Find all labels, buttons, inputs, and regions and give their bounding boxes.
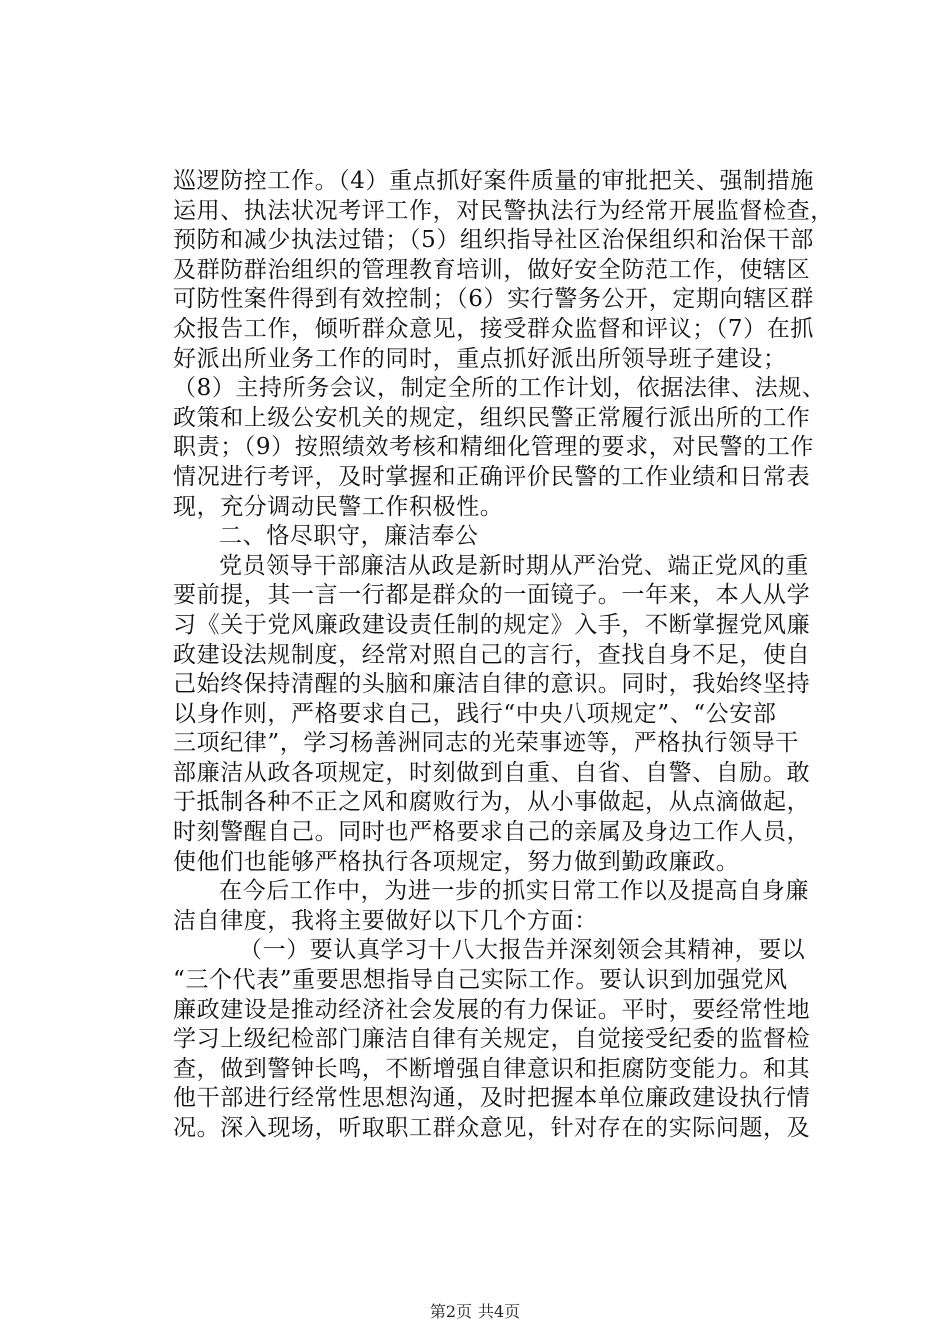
page-total: 共4页	[478, 1302, 521, 1321]
text-line: 习《关于党风廉政建设责任制的规定》入手，不断掌握党风廉	[173, 611, 811, 638]
text-line: 使他们也能够严格执行各项规定，努力做到勤政廉政。	[173, 848, 740, 875]
text-line: 廉政建设是推动经济社会发展的有力保证。平时，要经常性地	[173, 996, 811, 1023]
text-line: 预防和减少执法过错；（5）组织指导社区治保组织和治保干部	[173, 227, 814, 254]
text-line: 巡逻防控工作。（4）重点抓好案件质量的审批把关、强制措施	[173, 168, 814, 194]
paragraph-first-line: （一）要认真学习十八大报告并深刻领会其精神，要以	[239, 937, 806, 964]
document-body	[173, 167, 835, 1144]
text-line: 要前提，其一言一行都是群众的一面镜子。一年来，本人从学	[173, 582, 811, 609]
section-heading: 二、恪尽职守，廉洁奉公	[219, 523, 479, 550]
text-line: 时刻警醒自己。同时也严格要求自己的亲属及身边工作人员，	[173, 819, 811, 846]
text-line: “三个代表”重要思想指导自己实际工作。要认识到加强党风	[173, 967, 788, 994]
text-line: 运用、执法状况考评工作，对民警执法行为经常开展监督检查，	[173, 197, 834, 224]
paragraph-first-line: 党员领导干部廉洁从政是新时期从严治党、端正党风的重	[219, 552, 809, 579]
page-number: 第2页	[429, 1302, 472, 1321]
text-line: 况。深入现场，听取职工群众意见，针对存在的实际问题，及	[173, 1115, 811, 1141]
text-line: 众报告工作，倾听群众意见，接受群众监督和评议；（7）在抓	[173, 315, 814, 342]
text-line: 可防性案件得到有效控制；（6）实行警务公开，定期向辖区群	[173, 286, 814, 313]
text-line: 己始终保持清醒的头脑和廉洁自律的意识。同时，我始终坚持	[173, 671, 811, 698]
text-line: 情况进行考评，及时掌握和正确评价民警的工作业绩和日常表	[173, 463, 811, 490]
page-footer	[0, 1302, 950, 1322]
text-line: 洁自律度，我将主要做好以下几个方面：	[173, 907, 598, 934]
text-line: 及群防群治组织的管理教育培训，做好安全防范工作，使辖区	[173, 256, 811, 283]
text-line: 三项纪律”，学习杨善洲同志的光荣事迹等，严格执行领导干	[173, 730, 799, 757]
text-line: 职责；（9）按照绩效考核和精细化管理的要求，对民警的工作	[173, 434, 814, 461]
paragraph-first-line: 在今后工作中，为进一步的抓实日常工作以及提高自身廉	[219, 878, 809, 905]
text-line: 好派出所业务工作的同时，重点抓好派出所领导班子建设；	[173, 345, 787, 372]
text-line: 他干部进行经常性思想沟通，及时把握本单位廉政建设执行情	[173, 1085, 811, 1112]
text-line: 以身作则，严格要求自己，践行“中央八项规定”、“公安部	[173, 700, 777, 727]
text-line: 现，充分调动民警工作积极性。	[173, 493, 504, 520]
text-line: （8）主持所务会议，制定全所的工作计划，依据法律、法规、	[173, 375, 826, 402]
text-line: 于抵制各种不正之风和腐败行为，从小事做起，从点滴做起，	[173, 789, 811, 816]
text-line: 查，做到警钟长鸣，不断增强自律意识和拒腐防变能力。和其	[173, 1055, 811, 1082]
text-line: 政建设法规制度，经常对照自己的言行，查找自身不足，使自	[173, 641, 811, 668]
text-line: 部廉洁从政各项规定，时刻做到自重、自省、自警、自励。敢	[173, 759, 811, 786]
text-line: 政策和上级公安机关的规定，组织民警正常履行派出所的工作	[173, 404, 811, 431]
text-line: 学习上级纪检部门廉洁自律有关规定，自觉接受纪委的监督检	[173, 1026, 811, 1053]
